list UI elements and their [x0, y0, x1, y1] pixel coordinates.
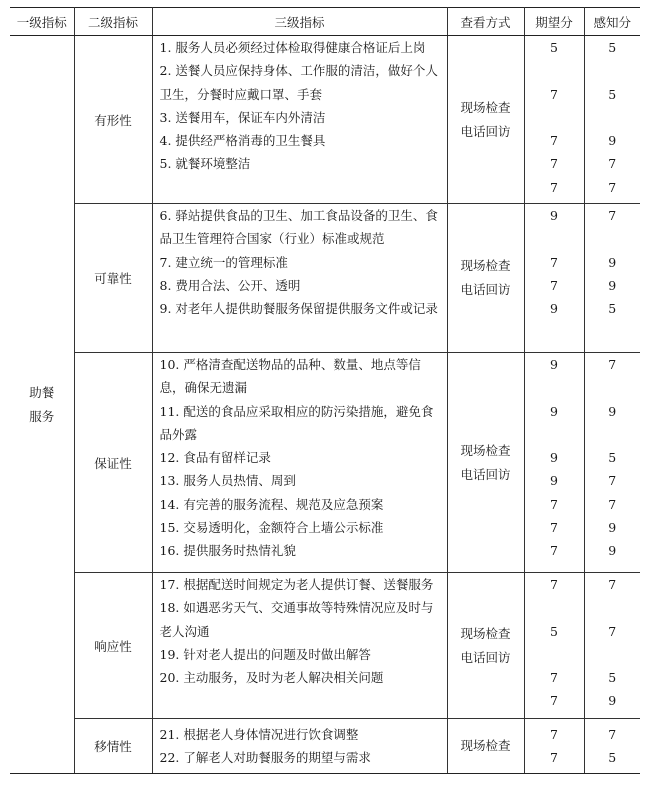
- perceived-score: 9: [608, 543, 617, 559]
- perceived-score: 5: [608, 86, 617, 102]
- expected-score: 7: [550, 577, 558, 592]
- perceived-score-cell: [584, 204, 640, 353]
- expected-score-cell: [524, 353, 584, 573]
- expected-score: 9: [550, 403, 558, 419]
- perceived-score: 5: [608, 750, 617, 765]
- expected-score: 7: [550, 496, 558, 512]
- method-line: 现场检查: [460, 442, 511, 458]
- perceived-score-cell: [584, 353, 640, 573]
- group-row: [10, 719, 640, 774]
- expected-score: 7: [550, 520, 558, 536]
- expected-score: 7: [550, 254, 558, 270]
- level2-cell: 保证性: [74, 353, 152, 573]
- perceived-score: 7: [608, 473, 617, 489]
- perceived-score-cell: [584, 719, 640, 774]
- expected-score: 7: [550, 86, 558, 102]
- expected-score: 7: [550, 156, 558, 172]
- indicator-item: 11. 配送的食品应采取相应的防污染措施，避免食品外露: [159, 403, 434, 442]
- expected-score: 7: [550, 750, 558, 765]
- level1-label-line: 服务: [29, 408, 55, 424]
- indicator-table: [10, 7, 640, 774]
- method-cell: [447, 353, 524, 573]
- perceived-score: 7: [608, 623, 617, 639]
- indicator-item: 15. 交易透明化，金额符合上墙公示标准: [159, 520, 384, 536]
- level3-cell: [152, 353, 447, 573]
- perceived-score: 7: [608, 726, 617, 742]
- perceived-score: 9: [608, 403, 617, 419]
- level2-cell: 有形性: [74, 36, 152, 204]
- indicator-item: 14. 有完善的服务流程、规范及应急预案: [159, 496, 384, 512]
- header-row: [10, 8, 640, 36]
- level1-cell: [10, 36, 74, 774]
- perceived-score: 9: [608, 277, 617, 293]
- indicator-item: 13. 服务人员热情、周到: [159, 473, 296, 489]
- level3-cell: [152, 573, 447, 719]
- method-line: 电话回访: [460, 466, 511, 482]
- indicator-item: 7. 建立统一的管理标准: [159, 254, 288, 270]
- indicator-item: 9. 对老年人提供助餐服务保留提供服务文件或记录: [159, 301, 438, 317]
- group-row: [10, 353, 640, 573]
- indicator-item: 3. 送餐用车，保证车内外清洁: [159, 109, 326, 125]
- level2-cell: 可靠性: [74, 204, 152, 353]
- expected-score-cell: [524, 573, 584, 719]
- indicator-item: 4. 提供经严格消毒的卫生餐具: [159, 133, 326, 149]
- method-line: 现场检查: [460, 738, 511, 753]
- method-line: 现场检查: [460, 99, 511, 115]
- expected-score: 7: [550, 277, 558, 293]
- header-expected-score: 期望分: [524, 8, 584, 36]
- method-cell: [447, 204, 524, 353]
- group-row: [10, 204, 640, 353]
- expected-score: 9: [550, 450, 558, 466]
- group-row: [10, 36, 640, 204]
- indicator-item: 21. 根据老人身体情况进行饮食调整: [159, 726, 359, 742]
- perceived-score: 7: [608, 179, 617, 195]
- indicator-item: 12. 食品有留样记录: [159, 450, 271, 466]
- header-level3: 三级指标: [152, 8, 447, 36]
- perceived-score: 5: [608, 301, 617, 317]
- perceived-score: 7: [608, 208, 617, 223]
- perceived-score: 9: [608, 520, 617, 536]
- indicator-item: 16. 提供服务时热情礼貌: [159, 543, 296, 559]
- perceived-score: 5: [608, 40, 617, 55]
- level2-cell: 移情性: [74, 719, 152, 774]
- expected-score-cell: [524, 36, 584, 204]
- level3-cell: [152, 719, 447, 774]
- indicator-item: 5. 就餐环境整洁: [159, 156, 251, 172]
- expected-score: 7: [550, 693, 558, 709]
- expected-score-cell: [524, 719, 584, 774]
- method-cell: [447, 719, 524, 774]
- indicator-item: 17. 根据配送时间规定为老人提供订餐、送餐服务: [159, 577, 434, 592]
- perceived-score: 7: [608, 496, 617, 512]
- indicator-item: 2. 送餐人员应保持身体、工作服的清洁，做好个人卫生，分餐时应戴口罩、手套: [159, 63, 438, 102]
- indicator-item: 18. 如遇恶劣天气、交通事故等特殊情况应及时与老人沟通: [159, 600, 434, 639]
- perceived-score: 9: [608, 133, 617, 149]
- header-perceived-score: 感知分: [584, 8, 640, 36]
- indicator-item: 1. 服务人员必须经过体检取得健康合格证后上岗: [159, 40, 426, 55]
- method-line: 电话回访: [460, 649, 511, 665]
- perceived-score: 5: [608, 450, 617, 466]
- indicator-item: 6. 驿站提供食品的卫生、加工食品设备的卫生、食品卫生管理符合国家（行业）标准或规范: [159, 208, 438, 247]
- perceived-score: 7: [608, 156, 617, 172]
- method-line: 现场检查: [460, 258, 511, 273]
- expected-score: 7: [550, 543, 558, 559]
- method-line: 电话回访: [460, 282, 511, 297]
- indicator-item: 20. 主动服务，及时为老人解决相关问题: [159, 670, 384, 686]
- level1-label-line: 助餐: [29, 384, 55, 400]
- group-row: [10, 573, 640, 719]
- expected-score: 5: [550, 40, 558, 55]
- indicator-item: 8. 费用合法、公开、透明: [159, 277, 301, 293]
- perceived-score-cell: [584, 36, 640, 204]
- method-line: 现场检查: [460, 625, 511, 641]
- header-method: 查看方式: [447, 8, 524, 36]
- expected-score: 7: [550, 670, 558, 686]
- perceived-score: 9: [608, 693, 617, 709]
- expected-score: 9: [550, 473, 558, 489]
- indicator-item: 19. 针对老人提出的问题及时做出解答: [159, 646, 371, 662]
- expected-score: 7: [550, 133, 558, 149]
- expected-score: 9: [550, 208, 558, 223]
- perceived-score: 5: [608, 670, 617, 686]
- perceived-score: 9: [608, 254, 617, 270]
- indicator-item: 10. 严格清查配送物品的品种、数量、地点等信息，确保无遗漏: [159, 357, 421, 396]
- header-level1: 一级指标: [10, 8, 74, 36]
- expected-score-cell: [524, 204, 584, 353]
- expected-score: 5: [550, 623, 558, 639]
- expected-score: 9: [550, 357, 558, 372]
- expected-score: 9: [550, 301, 558, 317]
- perceived-score: 7: [608, 357, 617, 372]
- expected-score: 7: [550, 179, 558, 195]
- level3-cell: [152, 36, 447, 204]
- level2-cell: 响应性: [74, 573, 152, 719]
- method-cell: [447, 36, 524, 204]
- level3-cell: [152, 204, 447, 353]
- method-cell: [447, 573, 524, 719]
- header-level2: 二级指标: [74, 8, 152, 36]
- perceived-score: 7: [608, 577, 617, 592]
- expected-score: 7: [550, 726, 558, 742]
- method-line: 电话回访: [460, 123, 511, 139]
- indicator-item: 22. 了解老人对助餐服务的期望与需求: [159, 750, 371, 765]
- perceived-score-cell: [584, 573, 640, 719]
